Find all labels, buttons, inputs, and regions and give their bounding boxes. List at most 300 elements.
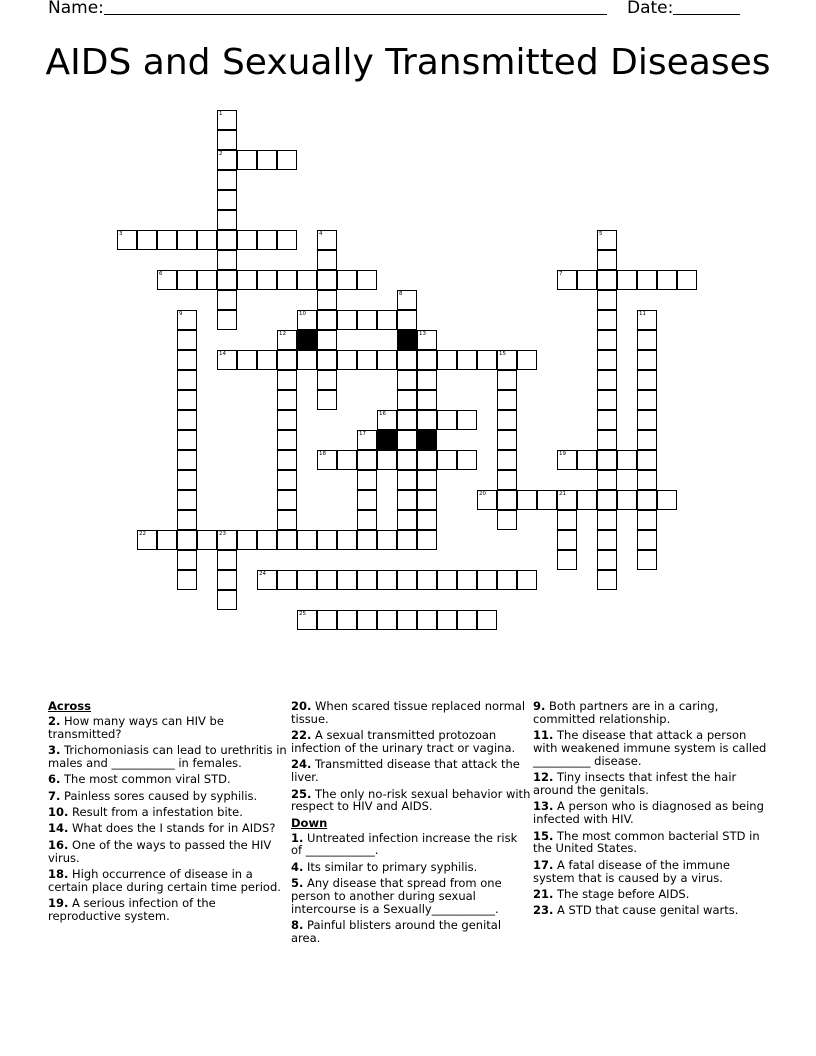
grid-cell[interactable] <box>317 230 337 250</box>
grid-cell[interactable] <box>597 370 617 390</box>
grid-cell[interactable] <box>177 470 197 490</box>
grid-cell[interactable] <box>317 350 337 370</box>
clue-text: The most common viral STD. <box>64 772 231 787</box>
grid-cell[interactable] <box>297 530 317 550</box>
grid-cell[interactable] <box>177 430 197 450</box>
clue-text: The disease that attack a person with weakened immune system is called __________ disease. <box>533 728 767 768</box>
grid-cell[interactable] <box>397 350 417 370</box>
grid-cell[interactable] <box>377 570 397 590</box>
grid-cell[interactable] <box>357 490 377 510</box>
grid-cell[interactable] <box>217 150 237 170</box>
grid-cell[interactable] <box>417 450 437 470</box>
clue-number: 5. <box>291 876 304 891</box>
clue-text: A STD that cause genital warts. <box>557 903 739 918</box>
cell-number: 21 <box>559 491 566 497</box>
clue-across-6 <box>48 773 288 786</box>
grid-cell[interactable] <box>597 310 617 330</box>
grid-cell[interactable] <box>177 450 197 470</box>
grid-cell[interactable] <box>397 390 417 410</box>
grid-cell[interactable] <box>597 270 617 290</box>
grid-cell[interactable] <box>417 570 437 590</box>
grid-cell[interactable] <box>357 530 377 550</box>
clue-down-23 <box>533 904 773 917</box>
grid-cell[interactable] <box>437 410 457 430</box>
grid-cell[interactable] <box>177 510 197 530</box>
grid-cell[interactable] <box>317 570 337 590</box>
grid-cell[interactable] <box>317 290 337 310</box>
grid-cell[interactable] <box>637 530 657 550</box>
cell-number: 14 <box>219 351 226 357</box>
grid-cell[interactable] <box>257 230 277 250</box>
grid-cell[interactable] <box>597 290 617 310</box>
grid-cell[interactable] <box>397 290 417 310</box>
grid-cell[interactable] <box>357 470 377 490</box>
grid-cell[interactable] <box>497 390 517 410</box>
clue-down-13 <box>533 800 773 826</box>
grid-cell[interactable] <box>217 230 237 250</box>
grid-cell[interactable] <box>137 230 157 250</box>
grid-cell[interactable] <box>157 270 177 290</box>
grid-cell[interactable] <box>177 370 197 390</box>
cell-number: 16 <box>379 411 386 417</box>
cell-number: 25 <box>299 611 306 617</box>
grid-cell[interactable] <box>357 510 377 530</box>
grid-cell[interactable] <box>277 410 297 430</box>
grid-cell[interactable] <box>477 570 497 590</box>
grid-cell[interactable] <box>177 530 197 550</box>
grid-cell[interactable] <box>317 270 337 290</box>
grid-cell[interactable] <box>637 490 657 510</box>
cell-number: 7 <box>559 271 563 277</box>
grid-cell[interactable] <box>397 410 417 430</box>
grid-cell[interactable] <box>557 510 577 530</box>
cell-number: 6 <box>159 271 163 277</box>
grid-cell[interactable] <box>537 490 557 510</box>
clue-number: 7. <box>48 788 61 803</box>
grid-cell[interactable] <box>217 550 237 570</box>
grid-cell[interactable] <box>297 350 317 370</box>
grid-cell[interactable] <box>597 430 617 450</box>
grid-block <box>417 430 437 450</box>
grid-cell[interactable] <box>177 390 197 410</box>
clue-text: Transmitted disease that attack the liver. <box>291 757 520 785</box>
grid-block <box>297 330 317 350</box>
grid-cell[interactable] <box>417 470 437 490</box>
grid-cell[interactable] <box>317 250 337 270</box>
clue-number: 19. <box>48 896 69 911</box>
grid-cell[interactable] <box>177 310 197 330</box>
clue-text: Tiny insects that infest the hair around the genitals. <box>533 770 737 797</box>
grid-cell[interactable] <box>377 310 397 330</box>
grid-cell[interactable] <box>297 310 317 330</box>
grid-cell[interactable] <box>497 510 517 530</box>
clue-number: 9. <box>533 699 546 713</box>
grid-cell[interactable] <box>177 350 197 370</box>
grid-cell[interactable] <box>557 490 577 510</box>
grid-cell[interactable] <box>637 450 657 470</box>
grid-cell[interactable] <box>437 350 457 370</box>
grid-cell[interactable] <box>337 610 357 630</box>
clue-number: 1. <box>291 830 304 845</box>
grid-cell[interactable] <box>637 550 657 570</box>
clue-number: 2. <box>48 713 61 728</box>
clue-number: 25. <box>291 786 312 801</box>
grid-cell[interactable] <box>257 350 277 370</box>
grid-cell[interactable] <box>177 230 197 250</box>
clue-number: 8. <box>291 918 304 933</box>
grid-cell[interactable] <box>157 530 177 550</box>
grid-cell[interactable] <box>337 270 357 290</box>
grid-cell[interactable] <box>337 570 357 590</box>
grid-cell[interactable] <box>237 530 257 550</box>
grid-cell[interactable] <box>637 270 657 290</box>
clue-number: 11. <box>533 728 554 743</box>
down-heading: Down <box>291 815 328 830</box>
grid-cell[interactable] <box>577 450 597 470</box>
grid-cell[interactable] <box>477 610 497 630</box>
grid-cell[interactable] <box>457 350 477 370</box>
grid-cell[interactable] <box>337 530 357 550</box>
grid-cell[interactable] <box>497 370 517 390</box>
grid-cell[interactable] <box>517 570 537 590</box>
clue-number: 21. <box>533 886 554 901</box>
grid-cell[interactable] <box>217 250 237 270</box>
grid-cell[interactable] <box>217 350 237 370</box>
grid-cell[interactable] <box>657 270 677 290</box>
grid-cell[interactable] <box>217 190 237 210</box>
grid-cell[interactable] <box>397 610 417 630</box>
grid-cell[interactable] <box>497 470 517 490</box>
grid-cell[interactable] <box>637 390 657 410</box>
grid-cell[interactable] <box>397 370 417 390</box>
grid-cell[interactable] <box>217 530 237 550</box>
clue-down-11 <box>533 729 773 767</box>
cell-number: 15 <box>499 351 506 357</box>
clue-text: A fatal disease of the immune system that is caused by a virus. <box>533 857 730 885</box>
clues-column-3 <box>533 700 773 921</box>
clue-down-4 <box>291 861 531 874</box>
grid-cell[interactable] <box>277 390 297 410</box>
grid-cell[interactable] <box>357 310 377 330</box>
grid-cell[interactable] <box>277 150 297 170</box>
grid-cell[interactable] <box>437 570 457 590</box>
grid-block <box>397 330 417 350</box>
grid-cell[interactable] <box>397 470 417 490</box>
grid-cell[interactable] <box>317 310 337 330</box>
clue-text: A serious infection of the reproductive system. <box>48 896 216 923</box>
grid-cell[interactable] <box>237 150 257 170</box>
cell-number: 22 <box>139 531 146 537</box>
grid-cell[interactable] <box>217 270 237 290</box>
grid-cell[interactable] <box>317 370 337 390</box>
grid-cell[interactable] <box>397 490 417 510</box>
cell-number: 11 <box>639 311 646 317</box>
clues-column-2 <box>291 700 531 948</box>
grid-cell[interactable] <box>277 470 297 490</box>
grid-cell[interactable] <box>637 350 657 370</box>
grid-cell[interactable] <box>257 150 277 170</box>
grid-cell[interactable] <box>317 390 337 410</box>
grid-cell[interactable] <box>497 570 517 590</box>
grid-cell[interactable] <box>597 570 617 590</box>
grid-cell[interactable] <box>357 350 377 370</box>
grid-cell[interactable] <box>237 230 257 250</box>
clue-across-19 <box>48 897 288 923</box>
grid-cell[interactable] <box>597 390 617 410</box>
cell-number: 4 <box>319 231 323 237</box>
grid-cell[interactable] <box>237 270 257 290</box>
clue-text: The stage before AIDS. <box>557 886 690 901</box>
grid-cell[interactable] <box>177 490 197 510</box>
page-title: AIDS and Sexually Transmitted Diseases <box>45 42 771 83</box>
grid-cell[interactable] <box>217 170 237 190</box>
grid-cell[interactable] <box>277 490 297 510</box>
grid-cell[interactable] <box>397 530 417 550</box>
grid-cell[interactable] <box>397 450 417 470</box>
grid-cell[interactable] <box>317 450 337 470</box>
clue-text: Any disease that spread from one person to another during sexual intercourse is a Sexually___________. <box>291 876 502 916</box>
grid-cell[interactable] <box>557 550 577 570</box>
grid-cell[interactable] <box>337 310 357 330</box>
clue-down-9 <box>533 700 773 726</box>
grid-cell[interactable] <box>317 330 337 350</box>
grid-cell[interactable] <box>577 490 597 510</box>
cell-number: 10 <box>299 311 306 317</box>
cell-number: 5 <box>599 231 603 237</box>
grid-cell[interactable] <box>217 290 237 310</box>
cell-number: 13 <box>419 331 426 337</box>
grid-cell[interactable] <box>437 610 457 630</box>
grid-cell[interactable] <box>597 410 617 430</box>
grid-cell[interactable] <box>177 550 197 570</box>
clue-text: The only no-risk sexual behavior with respect to HIV and AIDS. <box>291 786 531 814</box>
grid-cell[interactable] <box>597 550 617 570</box>
grid-cell[interactable] <box>677 270 697 290</box>
clues-column-1 <box>48 700 288 926</box>
cell-number: 19 <box>559 451 566 457</box>
grid-cell[interactable] <box>397 430 417 450</box>
grid-cell[interactable] <box>357 270 377 290</box>
clue-text: High occurrence of disease in a certain place during certain time period. <box>48 866 281 894</box>
grid-cell[interactable] <box>277 370 297 390</box>
grid-cell[interactable] <box>597 330 617 350</box>
cell-number: 2 <box>219 151 223 157</box>
grid-cell[interactable] <box>597 350 617 370</box>
grid-cell[interactable] <box>577 270 597 290</box>
grid-cell[interactable] <box>177 570 197 590</box>
grid-cell[interactable] <box>637 410 657 430</box>
grid-cell[interactable] <box>137 530 157 550</box>
grid-cell[interactable] <box>417 410 437 430</box>
grid-cell[interactable] <box>277 430 297 450</box>
grid-cell[interactable] <box>377 530 397 550</box>
grid-cell[interactable] <box>377 610 397 630</box>
grid-cell[interactable] <box>617 270 637 290</box>
grid-cell[interactable] <box>637 330 657 350</box>
grid-cell[interactable] <box>637 510 657 530</box>
grid-cell[interactable] <box>517 490 537 510</box>
grid-cell[interactable] <box>417 490 437 510</box>
clue-across-24 <box>291 758 531 784</box>
clue-number: 20. <box>291 699 312 713</box>
grid-cell[interactable] <box>657 490 677 510</box>
grid-cell[interactable] <box>217 210 237 230</box>
clue-text: One of the ways to passed the HIV virus. <box>48 837 272 865</box>
grid-cell[interactable] <box>617 450 637 470</box>
grid-cell[interactable] <box>497 350 517 370</box>
grid-cell[interactable] <box>637 310 657 330</box>
grid-cell[interactable] <box>637 370 657 390</box>
grid-cell[interactable] <box>317 530 337 550</box>
grid-cell[interactable] <box>497 410 517 430</box>
grid-cell[interactable] <box>337 350 357 370</box>
grid-cell[interactable] <box>457 570 477 590</box>
grid-cell[interactable] <box>557 530 577 550</box>
clue-number: 10. <box>48 804 69 819</box>
grid-cell[interactable] <box>457 410 477 430</box>
clue-across-2 <box>48 715 288 741</box>
clue-number: 12. <box>533 770 554 785</box>
grid-cell[interactable] <box>277 450 297 470</box>
name-label: Name: <box>48 0 104 18</box>
grid-cell[interactable] <box>277 510 297 530</box>
clue-number: 24. <box>291 757 312 772</box>
clue-down-1 <box>291 832 531 858</box>
grid-cell[interactable] <box>477 490 497 510</box>
grid-cell[interactable] <box>497 490 517 510</box>
grid-cell[interactable] <box>277 350 297 370</box>
grid-cell[interactable] <box>637 430 657 450</box>
grid-cell[interactable] <box>617 490 637 510</box>
grid-cell[interactable] <box>397 310 417 330</box>
clue-text: Painless sores caused by syphilis. <box>64 788 258 803</box>
grid-cell[interactable] <box>357 610 377 630</box>
cell-number: 20 <box>479 491 486 497</box>
grid-cell[interactable] <box>197 530 217 550</box>
grid-cell[interactable] <box>277 330 297 350</box>
grid-cell[interactable] <box>417 510 437 530</box>
grid-cell[interactable] <box>277 530 297 550</box>
clue-number: 15. <box>533 828 554 843</box>
grid-cell[interactable] <box>277 270 297 290</box>
cell-number: 8 <box>399 291 403 297</box>
clue-number: 4. <box>291 859 304 874</box>
grid-cell[interactable] <box>297 270 317 290</box>
clue-down-12 <box>533 771 773 797</box>
grid-cell[interactable] <box>257 570 277 590</box>
grid-cell[interactable] <box>197 270 217 290</box>
grid-cell[interactable] <box>597 470 617 490</box>
grid-block <box>377 430 397 450</box>
clue-number: 17. <box>533 857 554 872</box>
grid-cell[interactable] <box>557 450 577 470</box>
grid-cell[interactable] <box>217 110 237 130</box>
grid-cell[interactable] <box>597 250 617 270</box>
grid-cell[interactable] <box>357 450 377 470</box>
clue-down-17 <box>533 859 773 885</box>
grid-cell[interactable] <box>257 530 277 550</box>
cell-number: 17 <box>359 431 366 437</box>
grid-cell[interactable] <box>177 330 197 350</box>
cell-number: 3 <box>119 231 123 237</box>
grid-cell[interactable] <box>597 530 617 550</box>
grid-cell[interactable] <box>417 350 437 370</box>
clue-number: 14. <box>48 821 69 836</box>
grid-cell[interactable] <box>377 450 397 470</box>
across-heading: Across <box>48 699 91 713</box>
clue-across-18 <box>48 868 288 894</box>
clue-number: 13. <box>533 799 554 814</box>
grid-cell[interactable] <box>317 610 337 630</box>
grid-cell[interactable] <box>457 450 477 470</box>
grid-cell[interactable] <box>477 350 497 370</box>
clue-number: 18. <box>48 866 69 881</box>
grid-cell[interactable] <box>497 430 517 450</box>
clue-across-3 <box>48 744 288 770</box>
grid-cell[interactable] <box>357 570 377 590</box>
grid-cell[interactable] <box>297 610 317 630</box>
clue-across-7 <box>48 790 288 803</box>
grid-cell[interactable] <box>417 530 437 550</box>
grid-cell[interactable] <box>377 410 397 430</box>
grid-cell[interactable] <box>597 510 617 530</box>
grid-cell[interactable] <box>417 610 437 630</box>
clue-text: Painful blisters around the genital area. <box>291 918 502 945</box>
grid-cell[interactable] <box>117 230 137 250</box>
grid-cell[interactable] <box>277 230 297 250</box>
clue-down-5 <box>291 877 531 915</box>
grid-cell[interactable] <box>557 270 577 290</box>
grid-cell[interactable] <box>597 450 617 470</box>
grid-cell[interactable] <box>337 450 357 470</box>
clue-number: 23. <box>533 903 554 918</box>
grid-cell[interactable] <box>357 430 377 450</box>
grid-cell[interactable] <box>197 230 217 250</box>
grid-cell[interactable] <box>497 450 517 470</box>
grid-cell[interactable] <box>237 350 257 370</box>
grid-cell[interactable] <box>277 570 297 590</box>
grid-cell[interactable] <box>217 310 237 330</box>
clue-across-20 <box>291 700 531 726</box>
grid-cell[interactable] <box>517 350 537 370</box>
grid-cell[interactable] <box>397 570 417 590</box>
grid-cell[interactable] <box>217 590 237 610</box>
grid-cell[interactable] <box>437 450 457 470</box>
grid-cell[interactable] <box>257 270 277 290</box>
clue-across-14 <box>48 822 288 835</box>
grid-cell[interactable] <box>397 510 417 530</box>
grid-cell[interactable] <box>157 230 177 250</box>
grid-cell[interactable] <box>177 270 197 290</box>
grid-cell[interactable] <box>417 330 437 350</box>
grid-cell[interactable] <box>377 350 397 370</box>
cell-number: 12 <box>279 331 286 337</box>
grid-cell[interactable] <box>177 410 197 430</box>
grid-cell[interactable] <box>217 130 237 150</box>
grid-cell[interactable] <box>457 610 477 630</box>
grid-cell[interactable] <box>417 370 437 390</box>
grid-cell[interactable] <box>297 570 317 590</box>
grid-cell[interactable] <box>417 390 437 410</box>
grid-cell[interactable] <box>597 490 617 510</box>
clue-across-25 <box>291 788 531 814</box>
grid-cell[interactable] <box>637 470 657 490</box>
grid-cell[interactable] <box>597 230 617 250</box>
clue-text: How many ways can HIV be transmitted? <box>48 713 224 741</box>
clue-across-22 <box>291 729 531 755</box>
clue-text: When scared tissue replaced normal tissue. <box>291 699 526 726</box>
grid-cell[interactable] <box>217 570 237 590</box>
